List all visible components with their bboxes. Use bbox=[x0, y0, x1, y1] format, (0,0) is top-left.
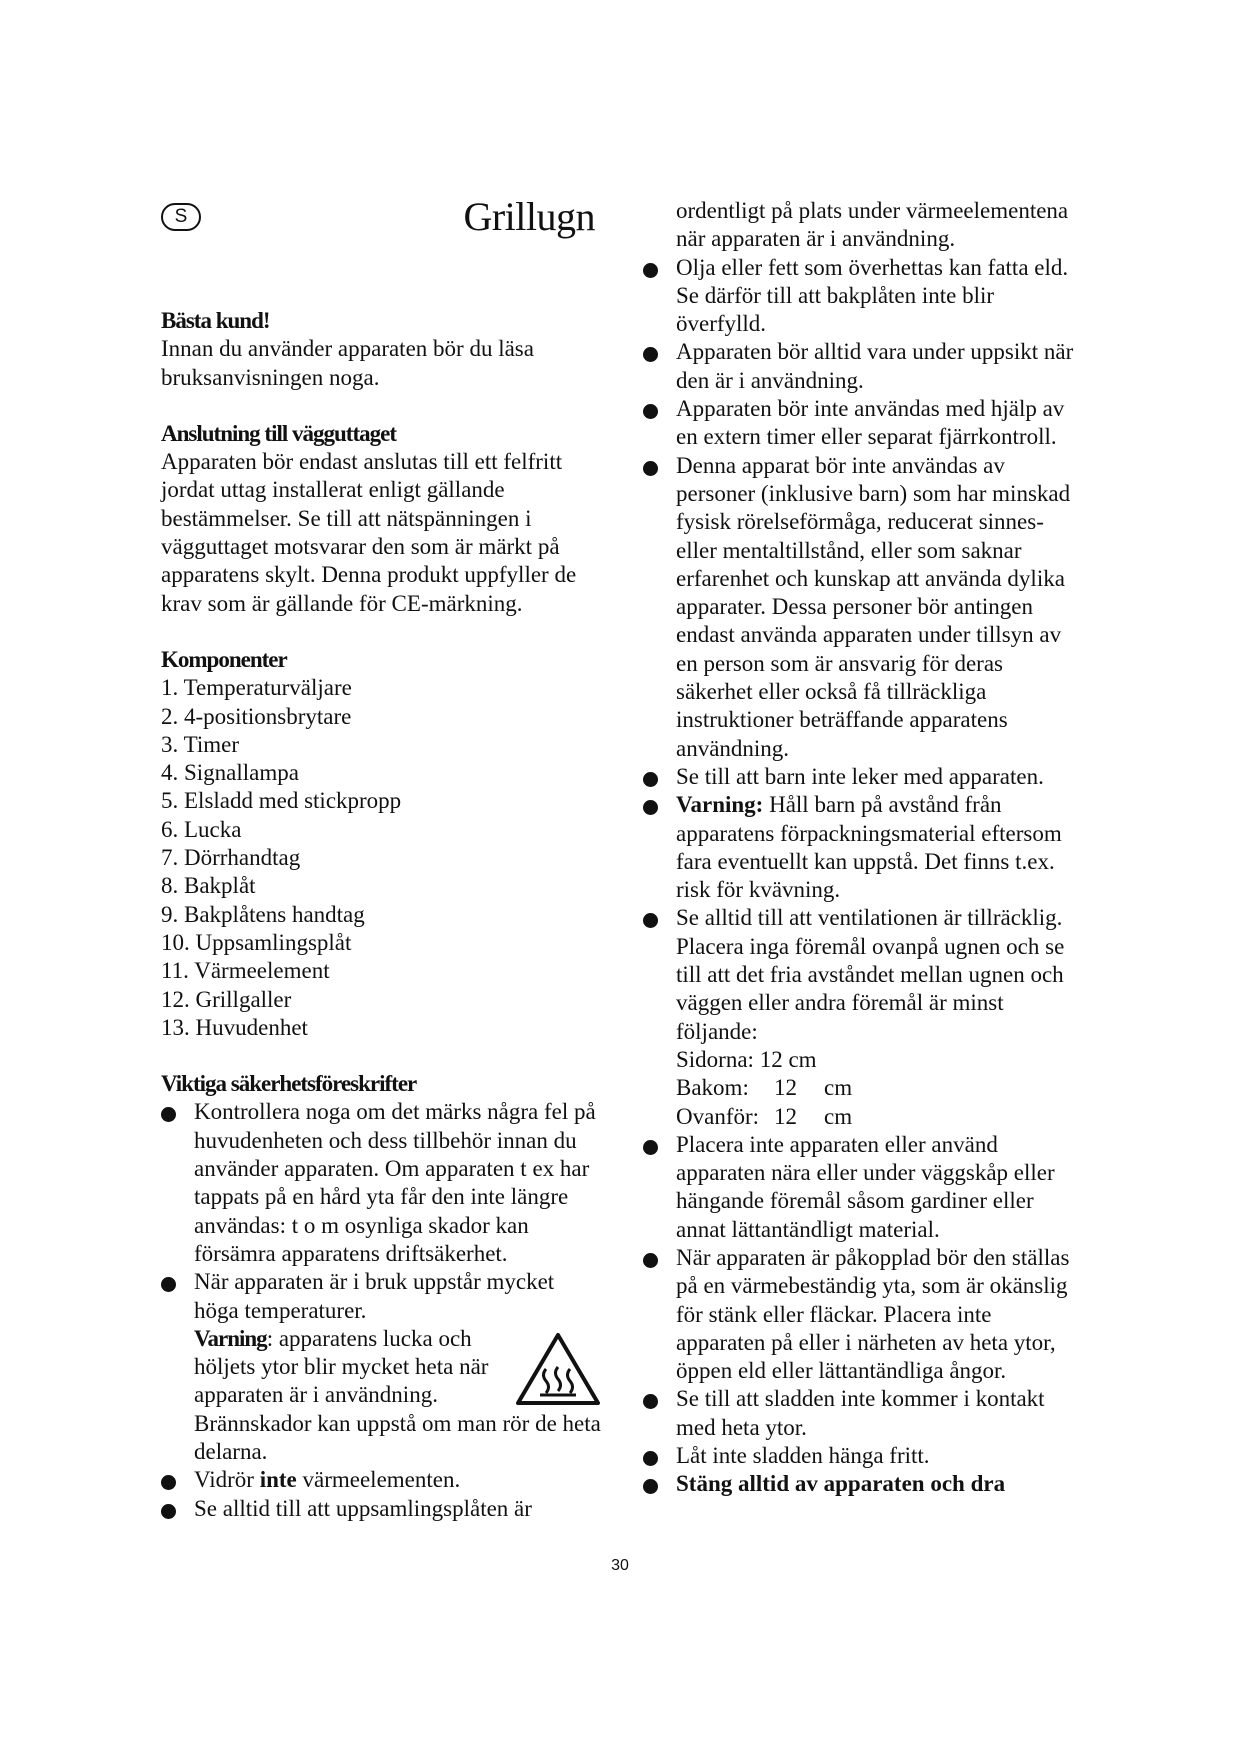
right-column bbox=[643, 197, 1083, 1499]
connection-heading: Anslutning till vägguttaget bbox=[161, 420, 396, 446]
bullet-icon bbox=[643, 1140, 658, 1155]
bullet-icon bbox=[643, 404, 658, 419]
list-item: Låt inte sladden hänga fritt. bbox=[643, 1442, 1083, 1470]
clearance-sides: Sidorna: 12 cm bbox=[676, 1046, 817, 1072]
list-item: Se till att sladden inte kommer i kontakt med heta ytor. bbox=[643, 1385, 1083, 1442]
bullet-icon bbox=[643, 772, 658, 787]
component-item: 2. 4-positionsbrytare bbox=[161, 703, 352, 729]
component-item: 13. Huvudenhet bbox=[161, 1014, 308, 1040]
warning-label: Varning: bbox=[676, 792, 764, 818]
bullet-icon bbox=[643, 1451, 658, 1466]
component-item: 11. Värmeelement bbox=[161, 958, 330, 984]
bullet-icon bbox=[643, 1479, 658, 1494]
component-item: 12. Grillgaller bbox=[161, 986, 292, 1012]
list-item: Kontrollera noga om det märks några fel på huvudenheten och dess tillbehör innan du använder apparaten. Om apparaten t ex har tappats på en hård yta får den inte längre användas: t o m osynliga skador kan försämra apparatens driftsäkerhet. bbox=[161, 1098, 601, 1268]
component-item: 4. Signallampa bbox=[161, 760, 299, 786]
connection-text: Apparaten bör endast anslutas till ett felfritt jordat uttag installerat enligt gällande bestämmelser. Se till att nätspänningen i vägguttaget motsvarar den som är märkt på apparatens skylt. Denna produkt uppfyller de krav som är gällande för CE-märkning. bbox=[161, 449, 577, 616]
bullet-icon bbox=[643, 1394, 658, 1409]
clearance-back: Bakom: 12 cm bbox=[676, 1075, 853, 1101]
list-item: Vidrör inte värmeelementen. bbox=[161, 1466, 601, 1494]
greeting-text: Innan du använder apparaten bör du läsa bruksanvisningen noga. bbox=[161, 336, 534, 390]
list-item: Varning: Håll barn på avstånd från apparatens förpackningsmaterial eftersom fara eventuellt kan uppstå. Det finns t.ex. risk för kvävning. bbox=[643, 791, 1083, 904]
warning-label: Varning bbox=[194, 1325, 267, 1351]
list-item: Denna apparat bör inte användas av personer (inklusive barn) som har minskad fysisk rörelseförmåga, reducerat sinnes- eller mentaltillstånd, eller som saknar erfarenhet och kunskap att använda dylika apparater. Dessa personer bör antingen endast använda apparaten under tillsyn av en person som är ansvarig för deras säkerhet eller också få tillräckliga instruktioner beträffande apparatens användning. bbox=[643, 452, 1083, 763]
component-item: 6. Lucka bbox=[161, 816, 242, 842]
bullet-icon bbox=[161, 1277, 176, 1292]
component-item: 3. Timer bbox=[161, 731, 239, 757]
bullet-icon bbox=[643, 800, 658, 815]
component-item: 10. Uppsamlingsplåt bbox=[161, 929, 352, 955]
continuation-text: ordentligt på plats under värmeelementena när apparaten är i användning. bbox=[676, 198, 1069, 252]
safety-heading: Viktiga säkerhetsföreskrifter bbox=[161, 1071, 417, 1097]
list-item: Se alltid till att uppsamlingsplåten är bbox=[161, 1495, 601, 1523]
bullet-icon bbox=[643, 461, 658, 476]
hot-surface-warning-icon bbox=[515, 1331, 601, 1407]
component-item: 7. Dörrhandtag bbox=[161, 845, 301, 871]
component-item: 8. Bakplåt bbox=[161, 873, 256, 899]
list-item: Olja eller fett som överhettas kan fatta eld. Se därför till att bakplåten inte blir överfylld. bbox=[643, 254, 1083, 339]
list-item: Placera inte apparaten eller använd apparaten nära eller under väggskåp eller hängande föremål såsom gardiner eller annat lättantändligt material. bbox=[643, 1131, 1083, 1244]
list-item: Se till att barn inte leker med apparaten. bbox=[643, 763, 1083, 791]
page-number: 30 bbox=[611, 1557, 629, 1574]
bullet-icon bbox=[161, 1504, 176, 1519]
list-item: Apparaten bör inte användas med hjälp av en extern timer eller separat fjärrkontroll. bbox=[643, 395, 1083, 452]
component-item: 9. Bakplåtens handtag bbox=[161, 901, 365, 927]
component-item: 1. Temperaturväljare bbox=[161, 675, 352, 701]
language-badge: S bbox=[161, 203, 201, 231]
list-item: Apparaten bör alltid vara under uppsikt när den är i användning. bbox=[643, 338, 1083, 395]
bullet-icon bbox=[643, 1253, 658, 1268]
page-title: Grillugn bbox=[463, 194, 595, 239]
clearance-top: Ovanför: 12 cm bbox=[676, 1103, 853, 1129]
list-item: När apparaten är påkopplad bör den ställas på en värmebeständig yta, som är okänslig för stänk eller fläckar. Placera inte apparaten på eller i närheten av heta ytor, öppen eld eller lättantändliga ångor. bbox=[643, 1244, 1083, 1385]
components-heading: Komponenter bbox=[161, 646, 287, 672]
list-item: Se alltid till att ventilationen är tillräcklig. Placera inga föremål ovanpå ugnen och se till att det fria avståndet mellan ugnen och väggen eller andra föremål är minst följande: Sidorna: 12 cm Bakom: 12 cm Ovanför: 12 cm bbox=[643, 904, 1083, 1130]
greeting-heading: Bästa kund! bbox=[161, 308, 270, 333]
bullet-icon bbox=[643, 263, 658, 278]
left-column bbox=[161, 307, 601, 1523]
component-item: 5. Elsladd med stickpropp bbox=[161, 788, 402, 814]
bullet-icon bbox=[643, 347, 658, 362]
list-item: När apparaten är i bruk uppstår mycket höga temperaturer. Varning: apparatens lucka och höljets ytor blir mycket heta när apparaten är i användning. Brännskador kan uppstå om man rör de heta delarna. bbox=[161, 1268, 601, 1466]
safety-list-right bbox=[643, 254, 1083, 1499]
bullet-icon bbox=[643, 913, 658, 928]
components-list bbox=[161, 674, 601, 1042]
bullet-icon bbox=[161, 1107, 176, 1122]
heat-warning: Varning: apparatens lucka och höljets ytor blir mycket heta när apparaten är i användning. bbox=[194, 1325, 601, 1410]
safety-list-left bbox=[161, 1098, 601, 1522]
bullet-icon bbox=[161, 1475, 176, 1490]
list-item: Stäng alltid av apparaten och dra bbox=[643, 1470, 1083, 1498]
